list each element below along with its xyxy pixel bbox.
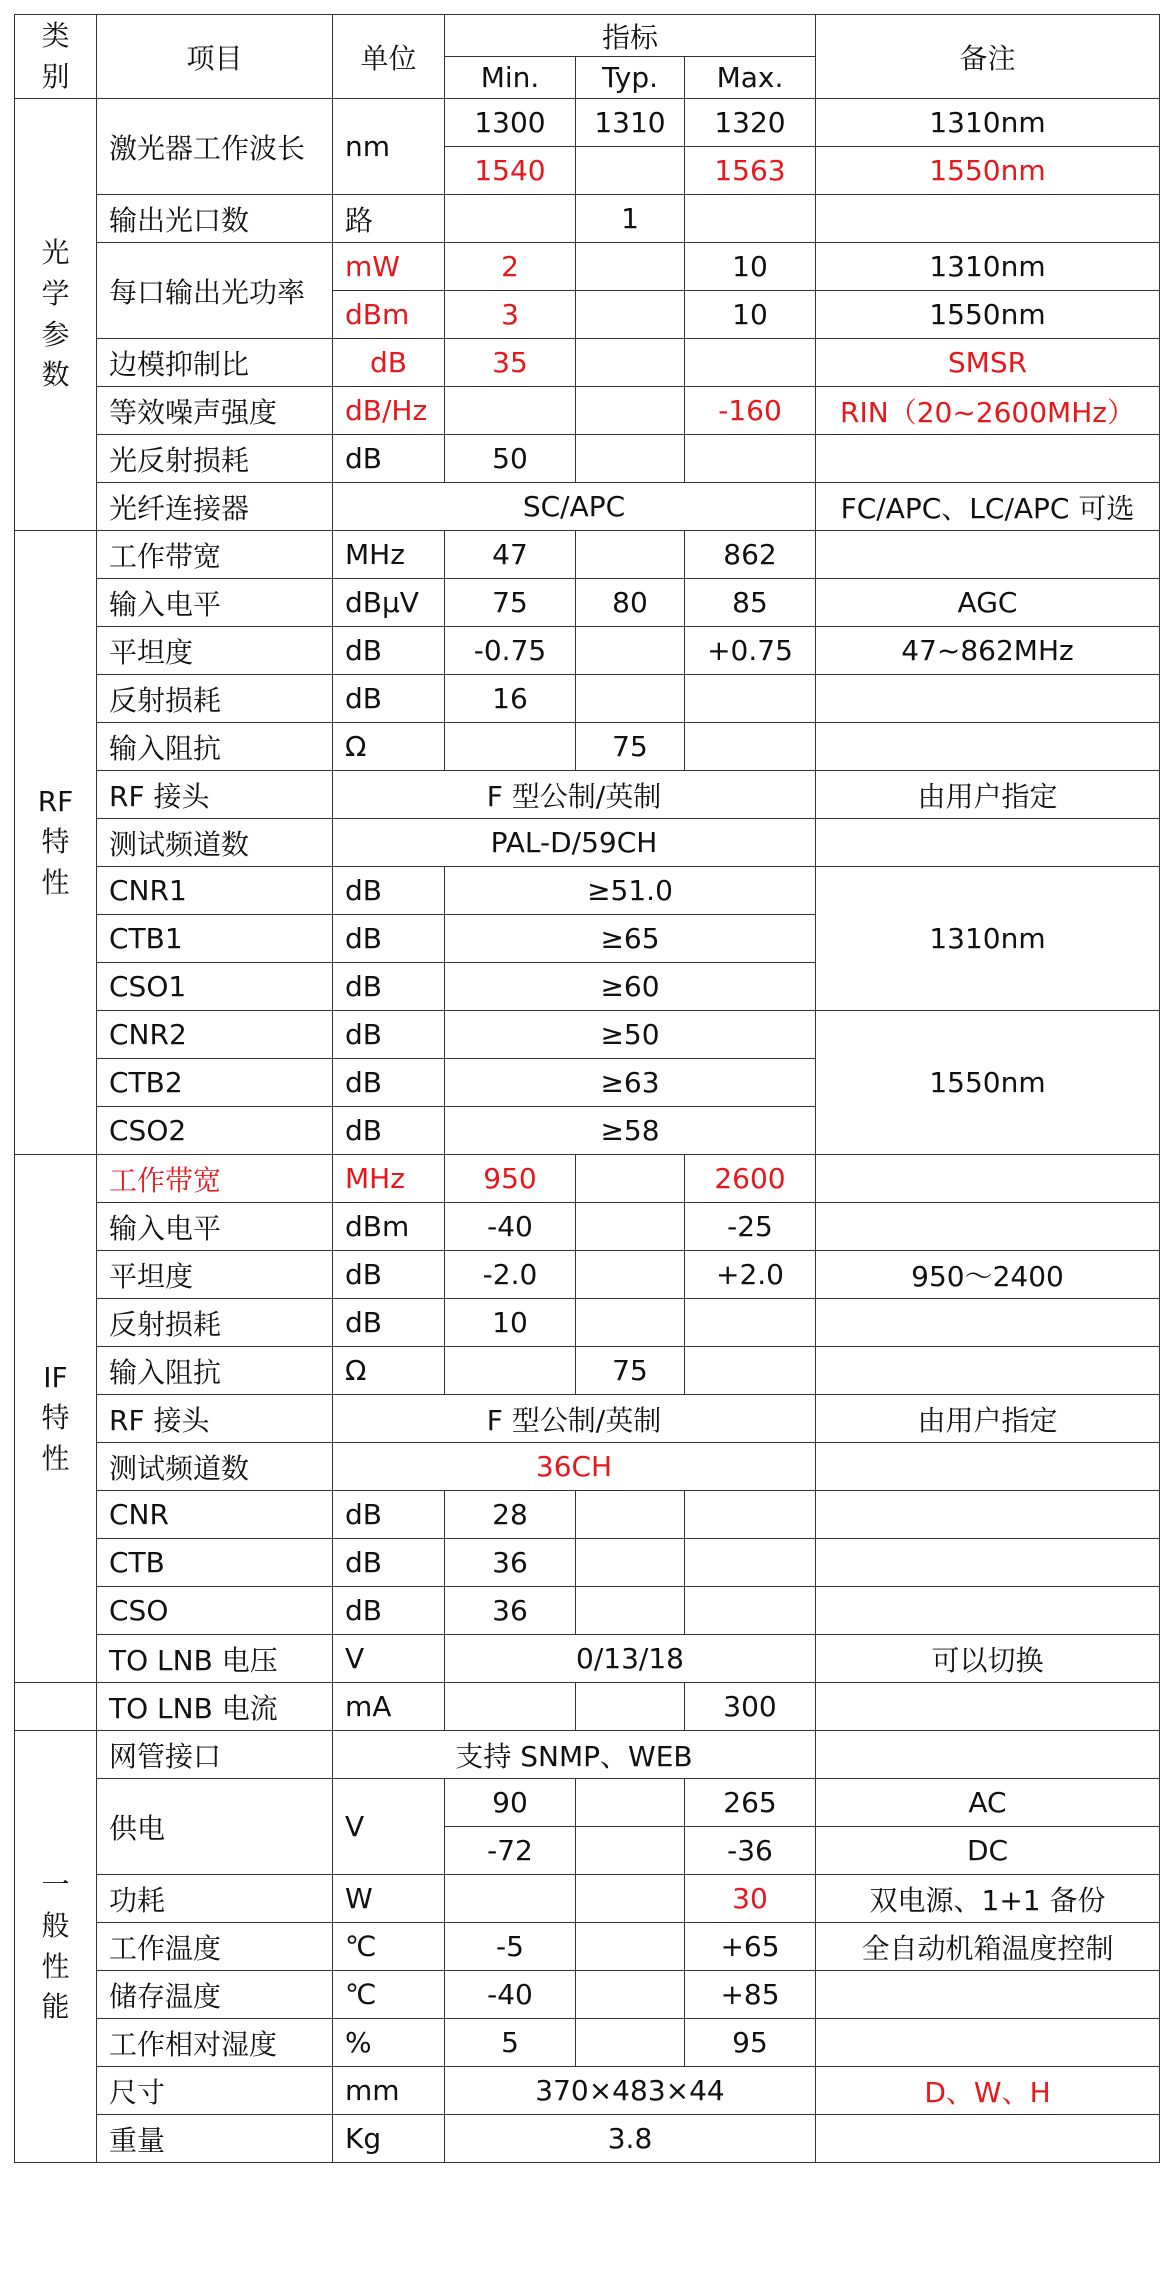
unit-cell: dB bbox=[333, 1491, 445, 1539]
unit-cell: nm bbox=[333, 99, 445, 195]
table-row bbox=[15, 867, 1160, 915]
max-cell: -25 bbox=[685, 1203, 816, 1251]
remark-cell bbox=[816, 2019, 1160, 2067]
value-cell: ≥63 bbox=[445, 1059, 816, 1107]
unit-cell: dB bbox=[333, 339, 445, 387]
typ-cell: 75 bbox=[576, 723, 685, 771]
max-cell bbox=[685, 723, 816, 771]
typ-cell bbox=[576, 387, 685, 435]
min-cell: 90 bbox=[445, 1779, 576, 1827]
remark-cell bbox=[816, 1971, 1160, 2019]
item-cell: 边模抑制比 bbox=[97, 339, 333, 387]
remark-cell: 由用户指定 bbox=[816, 1395, 1160, 1443]
min-cell: 36 bbox=[445, 1539, 576, 1587]
min-cell: 28 bbox=[445, 1491, 576, 1539]
unit-cell: dB bbox=[333, 1251, 445, 1299]
unit-cell: dB bbox=[333, 1539, 445, 1587]
unit-cell: dB bbox=[333, 1011, 445, 1059]
typ-cell: 1 bbox=[576, 195, 685, 243]
max-cell: 1563 bbox=[685, 147, 816, 195]
item-cell: RF 接头 bbox=[97, 1395, 333, 1443]
item-cell: 储存温度 bbox=[97, 1971, 333, 2019]
value-cell: ≥58 bbox=[445, 1107, 816, 1155]
header-remark: 备注 bbox=[816, 15, 1160, 99]
item-cell: 工作带宽 bbox=[97, 1155, 333, 1203]
min-cell: -40 bbox=[445, 1971, 576, 2019]
header-row bbox=[15, 15, 1160, 57]
unit-cell: 路 bbox=[333, 195, 445, 243]
remark-cell: RIN（20~2600MHz） bbox=[816, 387, 1160, 435]
max-cell bbox=[685, 1347, 816, 1395]
remark-cell: 1550nm bbox=[816, 291, 1160, 339]
unit-cell: dBm bbox=[333, 1203, 445, 1251]
max-cell: 1320 bbox=[685, 99, 816, 147]
item-cell: 工作温度 bbox=[97, 1923, 333, 1971]
min-cell: 1540 bbox=[445, 147, 576, 195]
table-row bbox=[15, 2067, 1160, 2115]
max-cell bbox=[685, 1539, 816, 1587]
typ-cell bbox=[576, 1923, 685, 1971]
remark-cell bbox=[816, 1155, 1160, 1203]
max-cell: -36 bbox=[685, 1827, 816, 1875]
min-cell: -40 bbox=[445, 1203, 576, 1251]
min-cell: -0.75 bbox=[445, 627, 576, 675]
typ-cell bbox=[576, 1251, 685, 1299]
remark-cell: 1310nm bbox=[816, 99, 1160, 147]
min-cell: 16 bbox=[445, 675, 576, 723]
item-cell: 功耗 bbox=[97, 1875, 333, 1923]
unit-cell: MHz bbox=[333, 531, 445, 579]
table-row bbox=[15, 1299, 1160, 1347]
max-cell bbox=[685, 675, 816, 723]
header-spec: 指标 bbox=[445, 15, 816, 57]
unit-cell: Kg bbox=[333, 2115, 445, 2163]
table-row bbox=[15, 2019, 1160, 2067]
unit-cell: MHz bbox=[333, 1155, 445, 1203]
unit-cell: ℃ bbox=[333, 1971, 445, 2019]
table-row bbox=[15, 723, 1160, 771]
item-cell: 尺寸 bbox=[97, 2067, 333, 2115]
item-cell: CSO bbox=[97, 1587, 333, 1635]
min-cell bbox=[445, 1875, 576, 1923]
remark-cell bbox=[816, 435, 1160, 483]
value-cell: 36CH bbox=[333, 1443, 816, 1491]
remark-cell bbox=[816, 1347, 1160, 1395]
min-cell: 75 bbox=[445, 579, 576, 627]
min-cell: 36 bbox=[445, 1587, 576, 1635]
remark-cell bbox=[816, 819, 1160, 867]
unit-cell: dB/Hz bbox=[333, 387, 445, 435]
remark-cell bbox=[816, 1491, 1160, 1539]
remark-cell bbox=[816, 531, 1160, 579]
typ-cell bbox=[576, 627, 685, 675]
remark-cell bbox=[816, 1587, 1160, 1635]
value-cell: 370×483×44 bbox=[445, 2067, 816, 2115]
min-cell: 50 bbox=[445, 435, 576, 483]
min-cell bbox=[445, 1683, 576, 1731]
typ-cell: 1310 bbox=[576, 99, 685, 147]
unit-cell: V bbox=[333, 1635, 445, 1683]
table-row bbox=[15, 1395, 1160, 1443]
table-row bbox=[15, 195, 1160, 243]
table-row bbox=[15, 579, 1160, 627]
typ-cell bbox=[576, 147, 685, 195]
table-row bbox=[15, 339, 1160, 387]
min-cell: 2 bbox=[445, 243, 576, 291]
value-cell: ≥51.0 bbox=[445, 867, 816, 915]
remark-cell-group2: 1550nm bbox=[816, 1011, 1160, 1155]
remark-cell bbox=[816, 1539, 1160, 1587]
item-cell: CSO1 bbox=[97, 963, 333, 1011]
min-cell bbox=[445, 1347, 576, 1395]
table-row bbox=[15, 483, 1160, 531]
remark-cell: 47~862MHz bbox=[816, 627, 1160, 675]
remark-cell bbox=[816, 2115, 1160, 2163]
item-cell: CNR2 bbox=[97, 1011, 333, 1059]
table-row bbox=[15, 627, 1160, 675]
item-cell: 激光器工作波长 bbox=[97, 99, 333, 195]
remark-cell: SMSR bbox=[816, 339, 1160, 387]
unit-cell: dB bbox=[333, 435, 445, 483]
unit-cell: % bbox=[333, 2019, 445, 2067]
typ-cell bbox=[576, 1971, 685, 2019]
remark-cell: 950～2400 bbox=[816, 1251, 1160, 1299]
unit-cell: dBm bbox=[333, 291, 445, 339]
value-cell: ≥65 bbox=[445, 915, 816, 963]
header-max: Max. bbox=[685, 57, 816, 99]
value-cell: PAL-D/59CH bbox=[333, 819, 816, 867]
table-row bbox=[15, 99, 1160, 147]
category-empty bbox=[15, 1683, 97, 1731]
min-cell: 35 bbox=[445, 339, 576, 387]
table-row bbox=[15, 243, 1160, 291]
item-cell: CTB bbox=[97, 1539, 333, 1587]
item-cell: 输出光口数 bbox=[97, 195, 333, 243]
max-cell: +0.75 bbox=[685, 627, 816, 675]
remark-cell bbox=[816, 1683, 1160, 1731]
max-cell: 300 bbox=[685, 1683, 816, 1731]
typ-cell bbox=[576, 675, 685, 723]
value-cell: 3.8 bbox=[445, 2115, 816, 2163]
max-cell: +2.0 bbox=[685, 1251, 816, 1299]
unit-cell: mA bbox=[333, 1683, 445, 1731]
min-cell: -2.0 bbox=[445, 1251, 576, 1299]
item-cell: 网管接口 bbox=[97, 1731, 333, 1779]
max-cell bbox=[685, 1587, 816, 1635]
min-cell: 1300 bbox=[445, 99, 576, 147]
table-row bbox=[15, 435, 1160, 483]
table-row bbox=[15, 819, 1160, 867]
remark-cell: FC/APC、LC/APC 可选 bbox=[816, 483, 1160, 531]
item-cell: 平坦度 bbox=[97, 627, 333, 675]
max-cell bbox=[685, 1299, 816, 1347]
remark-cell bbox=[816, 1203, 1160, 1251]
remark-cell: 可以切换 bbox=[816, 1635, 1160, 1683]
remark-cell: DC bbox=[816, 1827, 1160, 1875]
table-row bbox=[15, 1539, 1160, 1587]
table-row bbox=[15, 1443, 1160, 1491]
unit-cell: dB bbox=[333, 627, 445, 675]
typ-cell: 80 bbox=[576, 579, 685, 627]
remark-cell: 1550nm bbox=[816, 147, 1160, 195]
max-cell: 30 bbox=[685, 1875, 816, 1923]
typ-cell bbox=[576, 1683, 685, 1731]
item-cell: 等效噪声强度 bbox=[97, 387, 333, 435]
table-row bbox=[15, 771, 1160, 819]
remark-cell: 双电源、1+1 备份 bbox=[816, 1875, 1160, 1923]
max-cell bbox=[685, 339, 816, 387]
value-cell: F 型公制/英制 bbox=[333, 1395, 816, 1443]
unit-cell: dBμV bbox=[333, 579, 445, 627]
item-cell: 工作带宽 bbox=[97, 531, 333, 579]
unit-cell: dB bbox=[333, 1107, 445, 1155]
typ-cell bbox=[576, 1299, 685, 1347]
remark-cell: 1310nm bbox=[816, 243, 1160, 291]
item-cell: CTB1 bbox=[97, 915, 333, 963]
item-cell: 重量 bbox=[97, 2115, 333, 2163]
unit-cell: V bbox=[333, 1779, 445, 1875]
unit-cell: Ω bbox=[333, 1347, 445, 1395]
value-cell: 0/13/18 bbox=[445, 1635, 816, 1683]
max-cell: +65 bbox=[685, 1923, 816, 1971]
remark-cell bbox=[816, 195, 1160, 243]
max-cell: 265 bbox=[685, 1779, 816, 1827]
max-cell: 2600 bbox=[685, 1155, 816, 1203]
table-row bbox=[15, 531, 1160, 579]
remark-cell bbox=[816, 1443, 1160, 1491]
table-row bbox=[15, 1923, 1160, 1971]
typ-cell bbox=[576, 291, 685, 339]
typ-cell bbox=[576, 243, 685, 291]
item-cell: 输入电平 bbox=[97, 579, 333, 627]
item-cell: 输入电平 bbox=[97, 1203, 333, 1251]
remark-cell: 全自动机箱温度控制 bbox=[816, 1923, 1160, 1971]
header-item: 项目 bbox=[97, 15, 333, 99]
table-row bbox=[15, 387, 1160, 435]
unit-cell: W bbox=[333, 1875, 445, 1923]
item-cell: 测试频道数 bbox=[97, 1443, 333, 1491]
typ-cell: 75 bbox=[576, 1347, 685, 1395]
max-cell: 10 bbox=[685, 291, 816, 339]
value-cell: F 型公制/英制 bbox=[333, 771, 816, 819]
item-cell: 输入阻抗 bbox=[97, 1347, 333, 1395]
item-cell: CNR bbox=[97, 1491, 333, 1539]
table-row bbox=[15, 1971, 1160, 2019]
item-cell: CNR1 bbox=[97, 867, 333, 915]
typ-cell bbox=[576, 2019, 685, 2067]
unit-cell: ℃ bbox=[333, 1923, 445, 1971]
remark-cell: AGC bbox=[816, 579, 1160, 627]
max-cell bbox=[685, 195, 816, 243]
item-cell: CSO2 bbox=[97, 1107, 333, 1155]
max-cell: -160 bbox=[685, 387, 816, 435]
unit-cell: Ω bbox=[333, 723, 445, 771]
table-row bbox=[15, 1491, 1160, 1539]
typ-cell bbox=[576, 1539, 685, 1587]
remark-cell bbox=[816, 1731, 1160, 1779]
typ-cell bbox=[576, 1491, 685, 1539]
remark-cell: AC bbox=[816, 1779, 1160, 1827]
min-cell: 3 bbox=[445, 291, 576, 339]
item-cell: 工作相对湿度 bbox=[97, 2019, 333, 2067]
unit-cell: dB bbox=[333, 963, 445, 1011]
unit-cell: dB bbox=[333, 1299, 445, 1347]
value-cell: 支持 SNMP、WEB bbox=[333, 1731, 816, 1779]
min-cell bbox=[445, 195, 576, 243]
table-row bbox=[15, 1155, 1160, 1203]
unit-cell: dB bbox=[333, 675, 445, 723]
typ-cell bbox=[576, 1779, 685, 1827]
table-row bbox=[15, 1779, 1160, 1827]
min-cell: -72 bbox=[445, 1827, 576, 1875]
typ-cell bbox=[576, 1155, 685, 1203]
min-cell: 950 bbox=[445, 1155, 576, 1203]
item-cell: TO LNB 电流 bbox=[97, 1683, 333, 1731]
max-cell: 862 bbox=[685, 531, 816, 579]
typ-cell bbox=[576, 435, 685, 483]
remark-cell-group1: 1310nm bbox=[816, 867, 1160, 1011]
item-cell: 光反射损耗 bbox=[97, 435, 333, 483]
typ-cell bbox=[576, 1827, 685, 1875]
item-cell: 光纤连接器 bbox=[97, 483, 333, 531]
item-cell: 测试频道数 bbox=[97, 819, 333, 867]
header-category: 类 别 bbox=[15, 15, 97, 99]
table-row bbox=[15, 1731, 1160, 1779]
typ-cell bbox=[576, 1203, 685, 1251]
typ-cell bbox=[576, 1587, 685, 1635]
category-rf: RF 特 性 bbox=[15, 531, 97, 1155]
unit-cell: mm bbox=[333, 2067, 445, 2115]
remark-cell bbox=[816, 675, 1160, 723]
item-cell: CTB2 bbox=[97, 1059, 333, 1107]
header-min: Min. bbox=[445, 57, 576, 99]
table-row bbox=[15, 1587, 1160, 1635]
max-cell: 10 bbox=[685, 243, 816, 291]
item-cell: RF 接头 bbox=[97, 771, 333, 819]
min-cell: 10 bbox=[445, 1299, 576, 1347]
min-cell: 47 bbox=[445, 531, 576, 579]
min-cell bbox=[445, 387, 576, 435]
min-cell: -5 bbox=[445, 1923, 576, 1971]
table-row bbox=[15, 675, 1160, 723]
table-row bbox=[15, 1203, 1160, 1251]
unit-cell: dB bbox=[333, 867, 445, 915]
category-optical: 光 学 参 数 bbox=[15, 99, 97, 531]
remark-cell bbox=[816, 1299, 1160, 1347]
min-cell: 5 bbox=[445, 2019, 576, 2067]
typ-cell bbox=[576, 531, 685, 579]
max-cell: 95 bbox=[685, 2019, 816, 2067]
item-cell: 反射损耗 bbox=[97, 675, 333, 723]
item-cell: 平坦度 bbox=[97, 1251, 333, 1299]
table-row bbox=[15, 2115, 1160, 2163]
item-cell: 输入阻抗 bbox=[97, 723, 333, 771]
spec-table bbox=[14, 14, 1160, 2163]
item-cell: 反射损耗 bbox=[97, 1299, 333, 1347]
typ-cell bbox=[576, 1875, 685, 1923]
unit-cell: dB bbox=[333, 1059, 445, 1107]
min-cell bbox=[445, 723, 576, 771]
table-row bbox=[15, 1683, 1160, 1731]
table-row bbox=[15, 1251, 1160, 1299]
unit-cell: dB bbox=[333, 1587, 445, 1635]
value-cell: ≥60 bbox=[445, 963, 816, 1011]
category-if: IF 特 性 bbox=[15, 1155, 97, 1683]
unit-cell: dB bbox=[333, 915, 445, 963]
value-cell: SC/APC bbox=[333, 483, 816, 531]
typ-cell bbox=[576, 339, 685, 387]
remark-cell bbox=[816, 723, 1160, 771]
max-cell bbox=[685, 435, 816, 483]
remark-cell: 由用户指定 bbox=[816, 771, 1160, 819]
remark-cell: D、W、H bbox=[816, 2067, 1160, 2115]
table-row bbox=[15, 1875, 1160, 1923]
header-typ: Typ. bbox=[576, 57, 685, 99]
value-cell: ≥50 bbox=[445, 1011, 816, 1059]
category-general: 一 般 性 能 bbox=[15, 1731, 97, 2163]
table-row bbox=[15, 1011, 1160, 1059]
max-cell: +85 bbox=[685, 1971, 816, 2019]
table-row bbox=[15, 1347, 1160, 1395]
unit-cell: mW bbox=[333, 243, 445, 291]
max-cell bbox=[685, 1491, 816, 1539]
item-cell: 每口输出光功率 bbox=[97, 243, 333, 339]
max-cell: 85 bbox=[685, 579, 816, 627]
header-unit: 单位 bbox=[333, 15, 445, 99]
item-cell: TO LNB 电压 bbox=[97, 1635, 333, 1683]
table-row bbox=[15, 1635, 1160, 1683]
item-cell: 供电 bbox=[97, 1779, 333, 1875]
